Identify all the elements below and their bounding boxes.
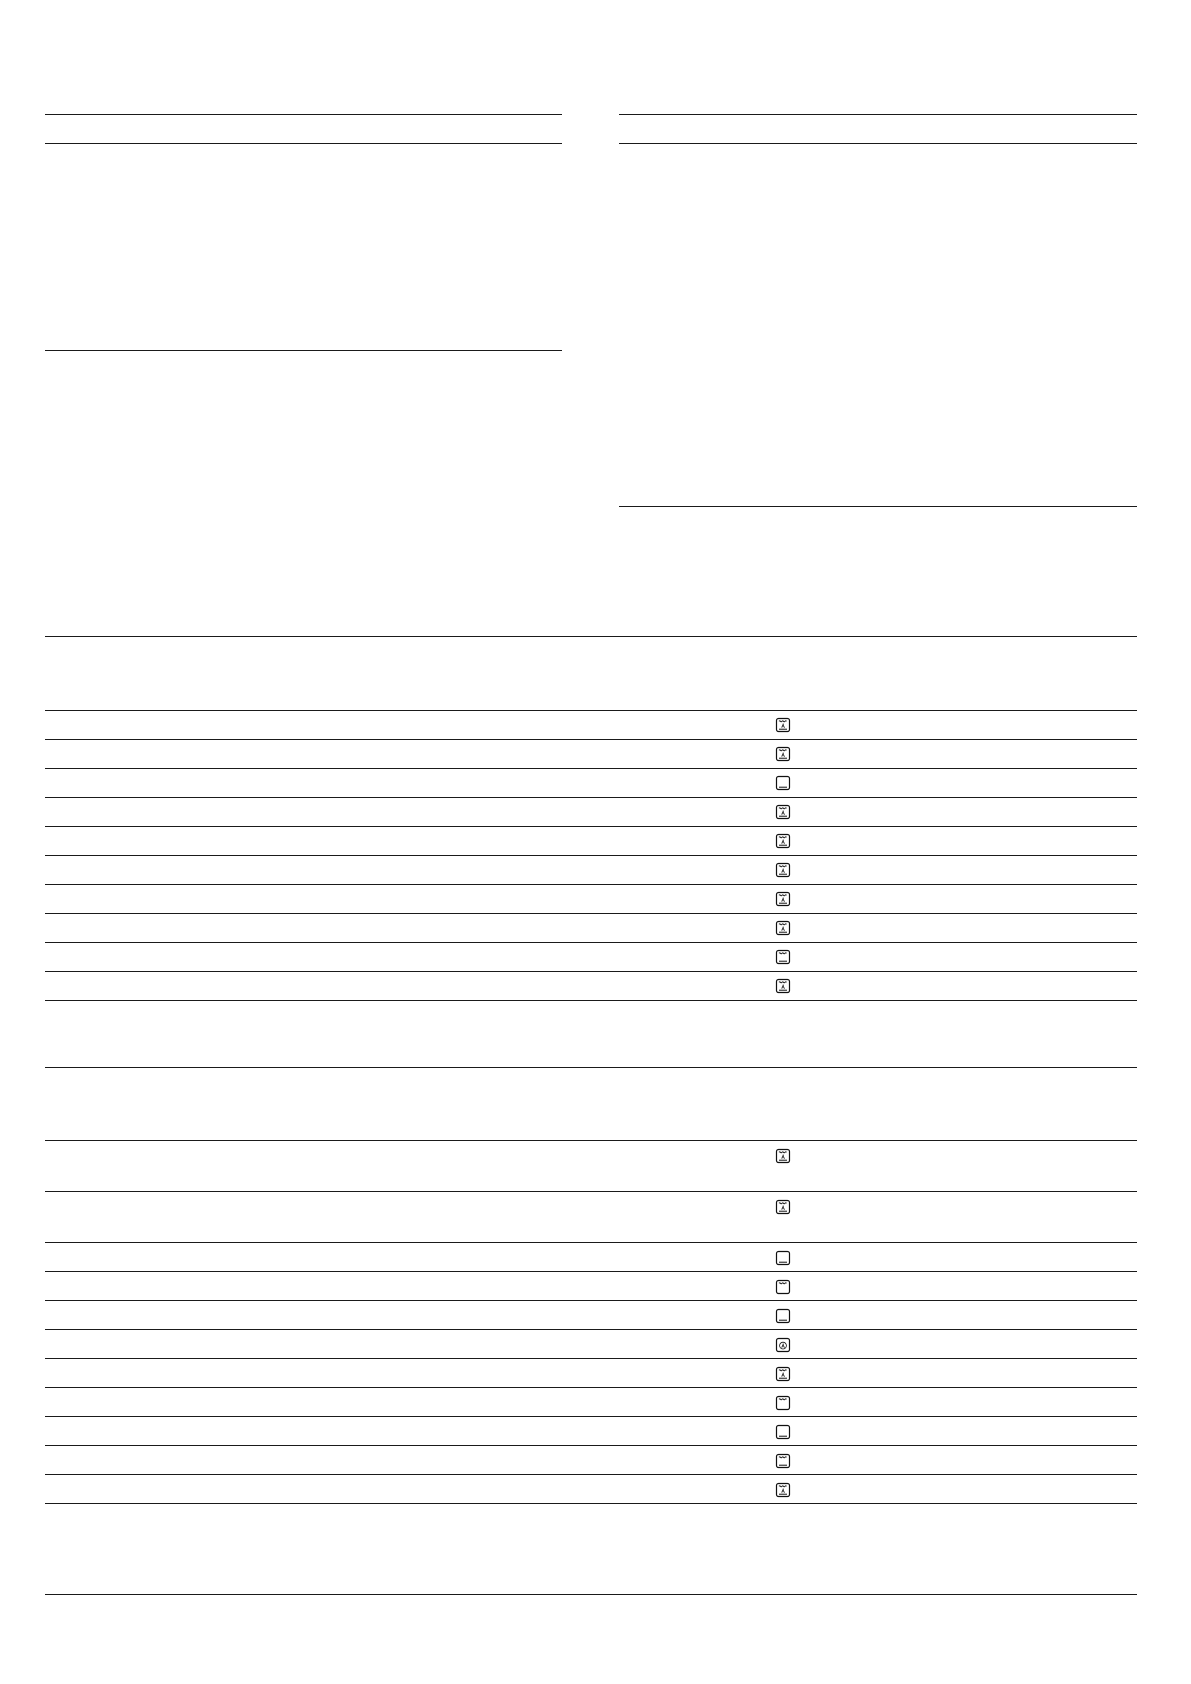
upper-left-table-header-rule (45, 143, 562, 144)
oven-bottom-heat-icon (775, 1308, 791, 1324)
oven-circulating-fan-icon (775, 1337, 791, 1353)
table-row-rule (45, 1242, 1137, 1243)
upper-right-table-bottom-rule (619, 506, 1137, 507)
table-row-rule (45, 1445, 1137, 1446)
upper-right-table-header-rule (619, 143, 1137, 144)
table-row-rule (45, 1474, 1137, 1475)
oven-top-heat-icon (775, 1395, 791, 1411)
main-table-bottom-rule (45, 1594, 1137, 1595)
oven-top-bottom-heat-fan-icon (775, 891, 791, 907)
table-row-rule (45, 1000, 1137, 1001)
oven-top-bottom-heat-fan-icon (775, 1366, 791, 1382)
main-table-top-rule (45, 636, 1137, 637)
table-row-rule (45, 768, 1137, 769)
oven-conventional-icon (775, 1453, 791, 1469)
table-row-rule (45, 971, 1137, 972)
oven-top-bottom-heat-fan-icon (775, 1482, 791, 1498)
oven-top-heat-icon (775, 1279, 791, 1295)
table-row-rule (45, 739, 1137, 740)
table-row-rule (45, 1300, 1137, 1301)
table-row-rule (45, 884, 1137, 885)
oven-bottom-heat-icon (775, 775, 791, 791)
table-row-rule (45, 913, 1137, 914)
upper-left-table-bottom-rule (45, 350, 562, 351)
oven-top-bottom-heat-fan-icon (775, 862, 791, 878)
oven-top-bottom-heat-fan-icon (775, 717, 791, 733)
table-row-rule (45, 1271, 1137, 1272)
main-table-header-rule (45, 710, 1137, 711)
table-row-rule (45, 797, 1137, 798)
table-row-rule (45, 1191, 1137, 1192)
table-row-rule (45, 1358, 1137, 1359)
oven-bottom-heat-icon (775, 1250, 791, 1266)
table-row-rule (45, 1387, 1137, 1388)
oven-top-bottom-heat-fan-icon (775, 1199, 791, 1215)
oven-top-bottom-heat-fan-icon (775, 833, 791, 849)
table-row-rule (45, 942, 1137, 943)
table-row-rule (45, 855, 1137, 856)
table-row-rule (45, 1329, 1137, 1330)
section-subheader-rule (45, 1140, 1137, 1141)
oven-top-bottom-heat-fan-icon (775, 746, 791, 762)
upper-left-table-top-rule (45, 114, 562, 115)
oven-top-bottom-heat-fan-icon (775, 920, 791, 936)
upper-right-table-top-rule (619, 114, 1137, 115)
oven-top-bottom-heat-fan-icon (775, 1148, 791, 1164)
table-row-rule (45, 826, 1137, 827)
table-row-rule (45, 1503, 1137, 1504)
oven-top-bottom-heat-fan-icon (775, 978, 791, 994)
oven-bottom-heat-icon (775, 1424, 791, 1440)
oven-top-bottom-heat-fan-icon (775, 804, 791, 820)
oven-conventional-icon (775, 949, 791, 965)
table-row-rule (45, 1416, 1137, 1417)
section-header-rule (45, 1067, 1137, 1068)
